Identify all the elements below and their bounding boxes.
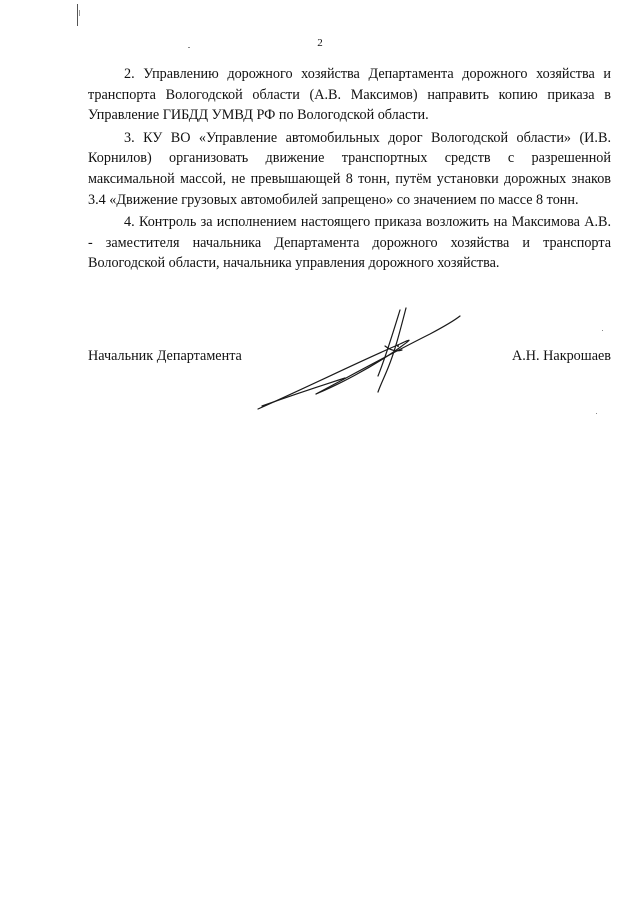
paragraph-2: 2. Управлению дорожного хозяйства Департамента дорожного хозяйства и транспорта Вологодской области (А.В. Максимов) направить копию приказа в Управление ГИБДД УМВД РФ по Вологодской области. xyxy=(88,66,611,124)
paragraph-3: 3. КУ ВО «Управление автомобильных дорог Вологодской области» (И.В. Корнилов) организовать движение транспортных средств с разрешенной максимальной массой, не превышающей 8 тонн, путём установки дорожных знаков 3.4 «Движение грузовых автомобилей запрещено» со значением по массе 8 тонн. xyxy=(88,129,611,208)
page-number: 2 xyxy=(317,37,323,49)
binding-mark xyxy=(79,10,80,16)
scan-speck xyxy=(602,330,603,331)
document-body xyxy=(88,64,611,276)
paragraph-4: 4. Контроль за исполнением настоящего приказа возложить на Максимова А.В. - заместителя начальника Департамента дорожного хозяйства и транспорта Вологодской области, начальника управления дорожного хозяйства. xyxy=(88,214,611,272)
signatory-name: А.Н. Накрошаев xyxy=(512,348,611,364)
handwritten-signature xyxy=(250,306,470,421)
signatory-role: Начальник Департамента xyxy=(88,348,242,364)
binding-mark xyxy=(77,4,78,26)
scan-speck xyxy=(188,47,190,48)
scan-speck xyxy=(596,413,597,414)
